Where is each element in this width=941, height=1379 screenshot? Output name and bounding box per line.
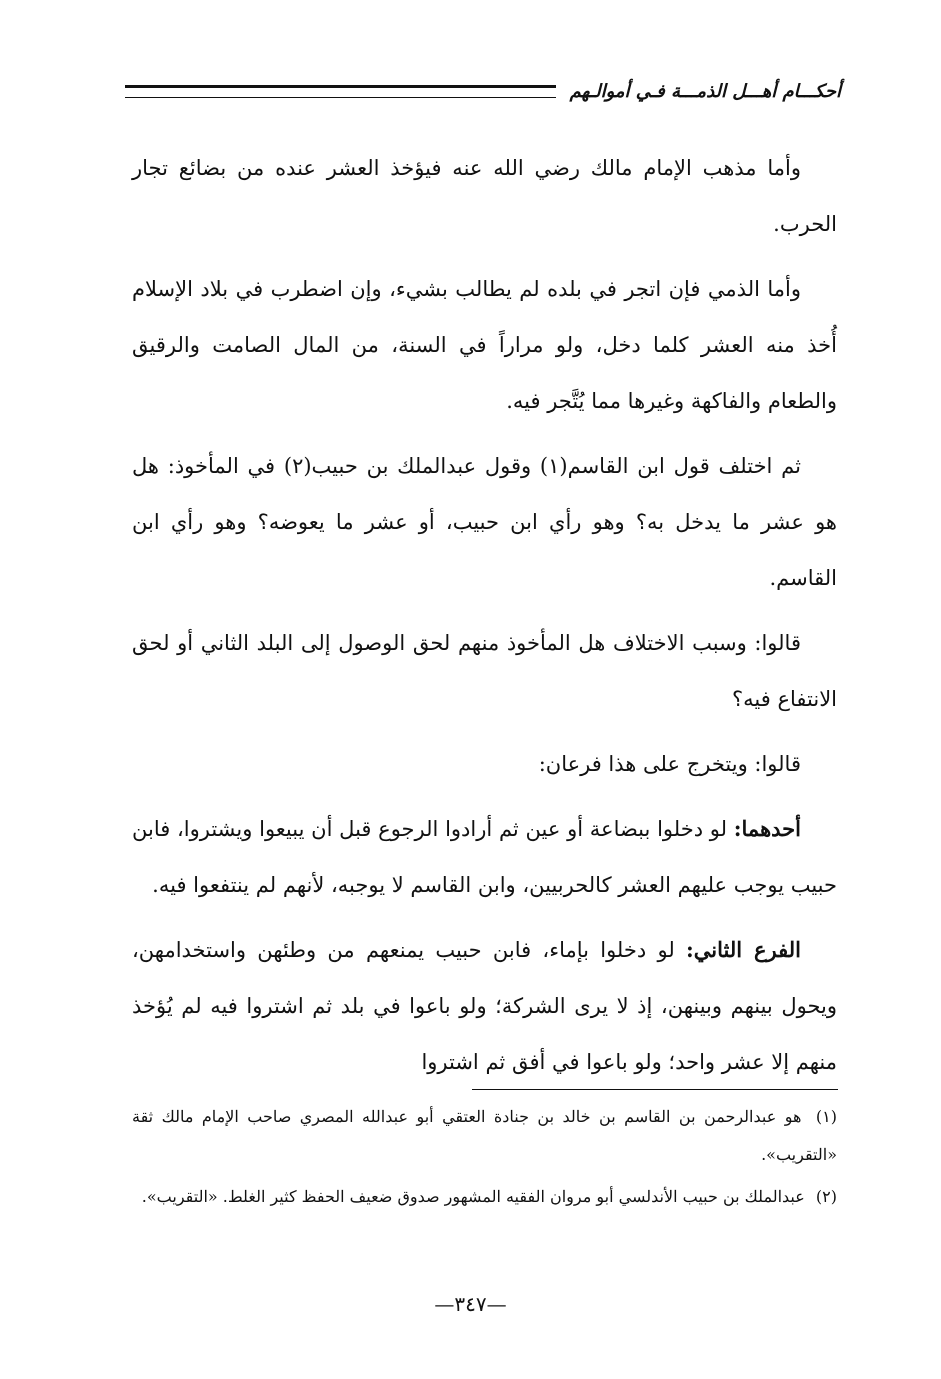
main-text	[132, 140, 837, 1099]
paragraph-7	[132, 922, 837, 1090]
paragraph-2: وأما الذمي فإن اتجر في بلده لم يطالب بشيء، وإن اضطرب في بلاد الإسلام أُخذ منه العشر كلما دخل، ولو مراراً في السنة، من المال الصامت والرقيق والطعام والفاكهة وغيرها مما يُتَّجر فيه.	[132, 277, 837, 413]
paragraph-6-text: لو دخلوا ببضاعة أو عين ثم أرادوا الرجوع قبل أن يبيعوا ويشتروا، فابن حبيب يوجب عليهم العشر كالحربيين، وابن القاسم لا يوجبه، لأنهم لم ينتفعوا فيه.	[132, 817, 837, 897]
running-header	[125, 74, 841, 108]
paragraph-7-text: لو دخلوا بإماء، فابن حبيب يمنعهم من وطئهن واستخدامهن، ويحول بينهم وبينهن، إذ لا يرى الشركة؛ ولو باعوا في بلد ثم اشتروا فيه لم يُؤخذ منهم إلا عشر واحد؛ ولو باعوا في أفق ثم اشتروا	[132, 938, 837, 1074]
paragraph-3: ثم اختلف قول ابن القاسم(١) وقول عبدالملك بن حبيب(٢) في المأخوذ: هل هو عشر ما يدخل به؟ وهو رأي ابن حبيب، أو عشر ما يعوضه؟ وهو رأي ابن القاسم.	[132, 454, 837, 590]
header-double-rule	[125, 85, 556, 98]
paragraph-7-lead: الفرع الثاني:	[686, 937, 801, 962]
page-number: —٣٤٧—	[434, 1292, 507, 1316]
footnote-separator	[472, 1089, 838, 1090]
footnote-1	[132, 1098, 837, 1174]
footnote-2-text: عبدالملك بن حبيب الأندلسي أبو مروان الفقيه المشهور صدوق ضعيف الحفظ كثير الغلط. «التقريب».	[141, 1187, 805, 1206]
paragraph-5: قالوا: ويتخرج على هذا فرعان:	[538, 752, 801, 776]
paragraph-4: قالوا: وسبب الاختلاف هل المأخوذ منهم لحق الوصول إلى البلد الثاني أو لحق الانتفاع فيه؟	[132, 631, 837, 711]
running-title: أحكـــام أهـــل الذمـــة فـي أموالـهم	[569, 80, 841, 102]
footnotes	[132, 1098, 837, 1220]
footnote-2	[132, 1178, 837, 1216]
paragraph-6	[132, 801, 837, 913]
paragraph-1: وأما مذهب الإمام مالك رضي الله عنه فيؤخذ العشر عنده من بضائع تجار الحرب.	[132, 156, 837, 236]
footnote-2-number: (٢)	[815, 1187, 837, 1206]
footnote-1-text: هو عبدالرحمن بن القاسم بن خالد بن جنادة العتقي أبو عبدالله المصري صاحب الإمام مالك ثقة «التقريب».	[132, 1107, 837, 1164]
paragraph-6-lead: أحدهما:	[733, 816, 801, 841]
footnote-1-number: (١)	[815, 1107, 837, 1126]
